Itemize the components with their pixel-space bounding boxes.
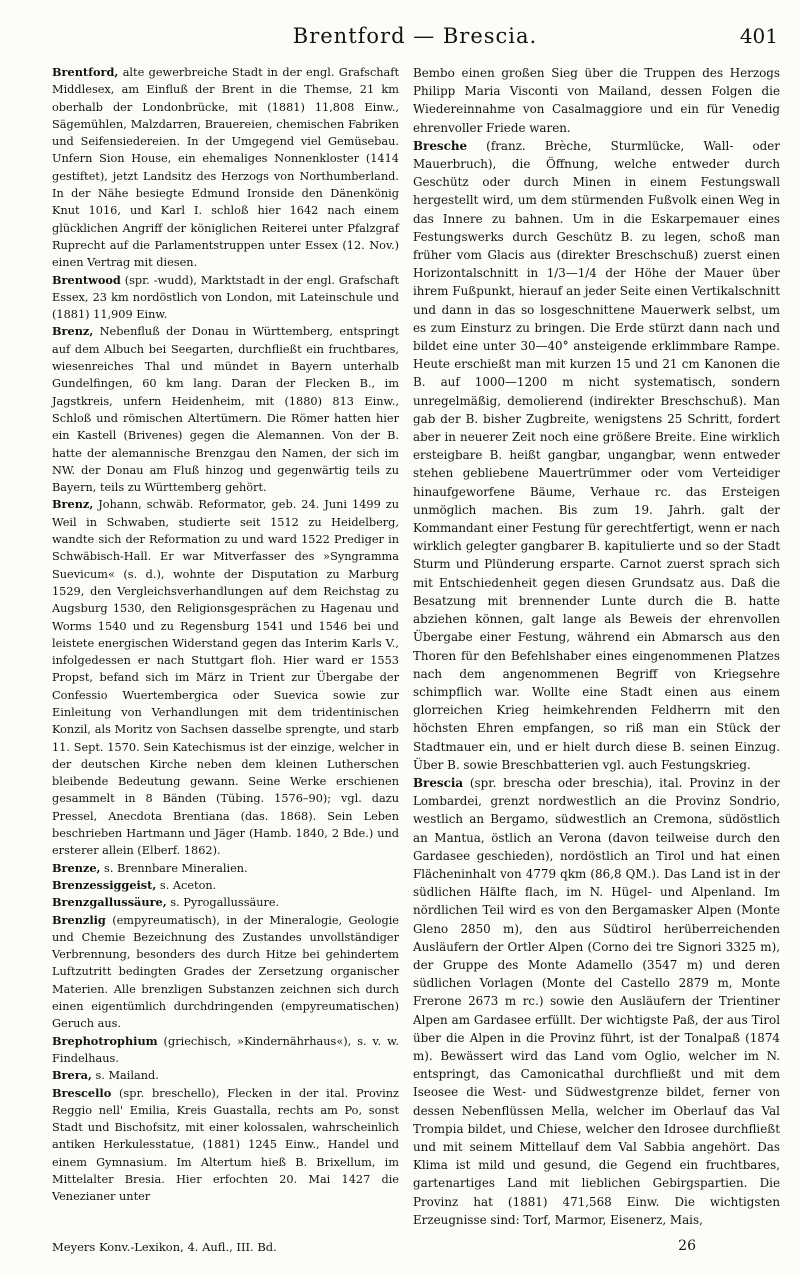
entry-brescello-continued [413,64,780,137]
headword: Bresche [413,138,468,153]
headword: Brenze, [52,860,101,875]
entry-brenze [52,860,399,877]
entry-bresche [413,137,780,774]
headword: Brenzlig [52,912,106,927]
headword: Brera, [52,1068,92,1083]
entry-text: s. Pyrogallussäure. [166,896,280,910]
headword: Brenz, [52,324,94,339]
headword: Brescia [413,775,464,790]
entry-brescello [52,1085,399,1206]
headword: Brentwood [52,272,121,287]
entry-text: Nebenfluß der Donau in Württemberg, entspringt auf dem Albuch bei Seegarten, durchfließt ein fruchtbares, wiesenreiches Thal und mündet in Bayern unterhalb Gundelfingen, 60 km lang. Daran der Flecken B., im Jagstkreis, unfern Heidenheim, mit (1880) 813 Einw., Schloß und römischen Altertümern. Die Römer hatten hier ein Kastell (Brivenes) gegen die Alemannen. Von der B. hatte der alemannische Brenzgau den Namen, der sich im NW. der Donau am Fluß hinzog und gegenwärtig teils zu Bayern, teils zu Württemberg gehört. [52,325,399,495]
entry-brenzlig [52,912,399,1033]
running-title: Brentford — Brescia. [292,24,538,48]
entry-text: s. Brennbare Mineralien. [100,861,248,875]
entry-brentford [52,64,399,272]
headword: Brenzgallussäure, [52,895,167,910]
sheet-number: 26 [678,1238,696,1254]
entry-brenz-johann [52,496,399,859]
entry-brescia [413,774,780,1229]
entry-text: (empyreumatisch), in der Mineralogie, Geologie und Chemie Bezeichnung des Zustandes unvollständiger Verbrennung, besonders des durch Hitze bei gehindertem Luftzutritt bedingten Grades der Zersetzung organischer Materien. Alle brenzligen Substanzen zeichnen sich durch einen eigentümlich durchdringenden (empyreumatischen) Geruch aus. [52,913,399,1031]
page-number: 401 [739,24,778,48]
entry-text: s. Mailand. [91,1069,159,1083]
left-column [52,64,399,1206]
entry-text: (spr. brescha oder breschia), ital. Provinz in der Lombardei, grenzt nordwestlich an die Provinz Sondrio, westlich an Bergamo, südwestlich an Cremona, südöstlich an Mantua, östlich an Verona (davon teilweise durch den Gardasee geschieden), nordöstlich an Tirol und hat einen Flächeninhalt von 4779 qkm (86,8 QM.). Das Land ist in der südlichen Hälfte flach, im N. Hügel- und Alpenland. Im nördlichen Teil wird es von den Bergamasker Alpen (Monte Gleno 2850 m), den aus Südtirol herüberreichenden Ausläufern der Ortler Alpen (Corno dei tre Signori 3325 m), der Gruppe des Monte Adamello (3547 m) und deren südlichen Vorlagen (Monte del Castello 2879 m, Monte Frerone 2673 m rc.) sowie den Ausläufern der Trientiner Alpen am Gardasee erfüllt. Der wichtigste Paß, der aus Tirol über die Alpen in die Provinz führt, ist der Tonalpaß (1874 m). Bewässert wird das Land vom Oglio, welcher im N. entspringt, das Camonicathal durchfließt und mit dem Iseosee die West- und Südwestgrenze bildet, ferner von dessen Nebenflüssen Mella, welcher im Oberlauf das Val Trompia bildet, und Chiese, welcher den Idrosee durchfließt und mit seinem Mittellauf dem Val Sabbia angehört. Das Klima ist mild und gesund, die Gegend ein fruchtbares, gartenartiges Land mit lieblichen Gebirgspartien. Die Provinz hat (1881) 471,568 Einw. Die wichtigsten Erzeugnisse sind: Torf, Marmor, Eisenerz, Mais, [413,775,780,1227]
entry-text: alte gewerbreiche Stadt in der engl. Grafschaft Middlesex, am Einfluß der Brent in die Themse, 21 km oberhalb der Londonbrücke, mit (1881) 11,808 Einw., Sägemühlen, Malzdarren, Brauereien, chemischen Fabriken und Seifensiedereien. In der Umgegend viel Gemüsebau. Unfern Sion House, ein ehemaliges Nonnenkloster (1414 gestiftet), jetzt Landsitz des Herzogs von Northumberland. In der Nähe besiegte Edmund Ironside den Dänenkönig Knut 1016, und Karl I. schloß hier 1642 nach einem glücklichen Angriff der königlichen Reiterei unter Pfalzgraf Ruprecht auf die Parlamentstruppen unter Essex (12. Nov.) einen Vertrag mit diesen. [52,66,399,270]
entry-brentwood [52,272,399,324]
entry-brenz-river [52,323,399,496]
entry-text: (griechisch, »Kindernährhaus«), s. v. w. Findelhaus. [52,1034,399,1065]
entry-brephotrophium [52,1033,399,1068]
headword: Brenz, [52,497,94,512]
entry-brenzessiggeist [52,877,399,894]
headword: Brephotrophium [52,1033,158,1048]
page-footer [52,1238,780,1258]
entry-brera [52,1067,399,1084]
entry-text: Bembo einen großen Sieg über die Truppen des Herzogs Philipp Maria Visconti von Mailand, dessen Folgen die Wiedereinnahme von Casalmaggiore und ein für Venedig ehrenvoller Friede waren. [413,66,780,135]
entry-text: Johann, schwäb. Reformator, geb. 24. Juni 1499 zu Weil in Schwaben, studierte seit 1512 zu Heidelberg, wandte sich der Reformation zu und ward 1522 Prediger in Schwäbisch-Hall. Er war Mitverfasser des »Syngramma Suevicum« (s. d.), wohnte der Disputation zu Marburg 1529, den Vergleichsverhandlungen auf dem Reichstag zu Augsburg 1530, den Religionsgesprächen zu Hagenau und Worms 1540 und zu Regensburg 1541 und 1546 bei und leistete energischen Widerstand gegen das Interim Karls V., infolgedessen er nach Stuttgart floh. Hier ward er 1553 Propst, befand sich im März in Trient zur Übergabe der Confessio Wuertembergica oder Suevica sowie zur Einleitung von Verhandlungen mit dem tridentinischen Konzil, als Moritz von Sachsen dasselbe sprengte, und starb 11. Sept. 1570. Sein Katechismus ist der einzige, welcher in der deutschen Kirche neben dem kleinen Lutherschen bleibende Bedeutung gewann. Seine Werke erschienen gesammelt in 8 Bänden (Tübing. 1576–90); vgl. dazu Pressel, Anecdota Brentiana (das. 1868). Sein Leben beschrieben Hartmann und Jäger (Hamb. 1840, 2 Bde.) und ersterer allein (Elberf. 1862). [52,498,399,858]
page-header [52,18,778,48]
headword: Brentford, [52,65,119,79]
headword: Brescello [52,1085,112,1100]
entry-text: (spr. -wudd), Marktstadt in der engl. Grafschaft Essex, 23 km nordöstlich von London, mit Lateinschule und (1881) 11,909 Einw. [52,273,399,322]
footer-signature: Meyers Konv.-Lexikon, 4. Aufl., III. Bd. [52,1240,277,1254]
right-column [413,64,780,1229]
entry-text: (franz. Brèche, Sturmlücke, Wall- oder Mauerbruch), die Öffnung, welche entweder durch Geschütz oder durch Minen in einem Festungswall hergestellt wird, um dem stürmenden Fußvolk einen Weg in das Innere zu bahnen. Um in die Eskarpemauer eines Festungswerks durch Geschütz B. zu legen, schoß man früher vom Glacis aus (direkter Breschschuß) zuerst einen Horizontalschnitt in 1/3—1/4 der Höhe der Mauer über ihrem Fußpunkt, hierauf an jeder Seite einen Vertikalschnitt und dann in das so losgeschnittene Mauerwerk selbst, um es zum Einsturz zu bringen. Die Erde stürzt dann nach und bildet eine unter 30—40° ansteigende erklimmbare Rampe. Heute erschießt man mit kurzen 15 und 21 cm Kanonen die B. auf 1000—1200 m nicht systematisch, sondern unregelmäßig, demolierend (indirekter Breschschuß). Man gab der B. bisher Zugbreite, wenigstens 25 Schritt, fordert aber in neuerer Zeit noch eine größere Breite. Eine wirklich ersteigbare B. heißt gangbar, ungangbar, wenn entweder stehen gebliebene Mauertrümmer oder vom Verteidiger hinaufgeworfene Bäume, Verhaue rc. das Ersteigen unmöglich machen. Bis zum 19. Jahrh. galt der Kommandant einer Festung für gerechtfertigt, wenn er nach wirklich gelegter gangbarer B. kapitulierte und so der Stadt Sturm und Plünderung ersparte. Carnot zuerst sprach sich mit Entschiedenheit gegen diesen Grundsatz aus. Daß die Besatzung mit brennender Lunte durch die B. hatte abziehen können, galt lange als Beweis der ehrenvollen Übergabe einer Festung, während ein Abmarsch aus den Thoren für den Befehlshaber eines eingenommenen Platzes nach dem angenommenen Begriff von Kriegsehre schimpflich war. Wollte eine Stadt einen aus einem glorreichen Krieg heimkehrenden Feldherrn mit den höchsten Ehren empfangen, so riß man ein Stück der Stadtmauer ein, und er hielt durch diese B. seinen Einzug. Über B. sowie Breschbatterien vgl. auch Festungskrieg. [413,138,780,772]
headword: Brenzessiggeist, [52,877,157,892]
entry-brenzgallussaeure [52,894,399,911]
entry-text: s. Aceton. [156,878,217,892]
entry-text: (spr. breschello), Flecken in der ital. Provinz Reggio nell' Emilia, Kreis Guastalla, rechts am Po, sonst Stadt und Bischofsitz, mit einer kolossalen, wahrscheinlich antiken Herkulesstatue, (1881) 1245 Einw., Handel und einem Gymnasium. Im Altertum hieß B. Brixellum, im Mittelalter Bresia. Hier erfochten 20. Mai 1427 die Venezianer unter [52,1086,399,1204]
